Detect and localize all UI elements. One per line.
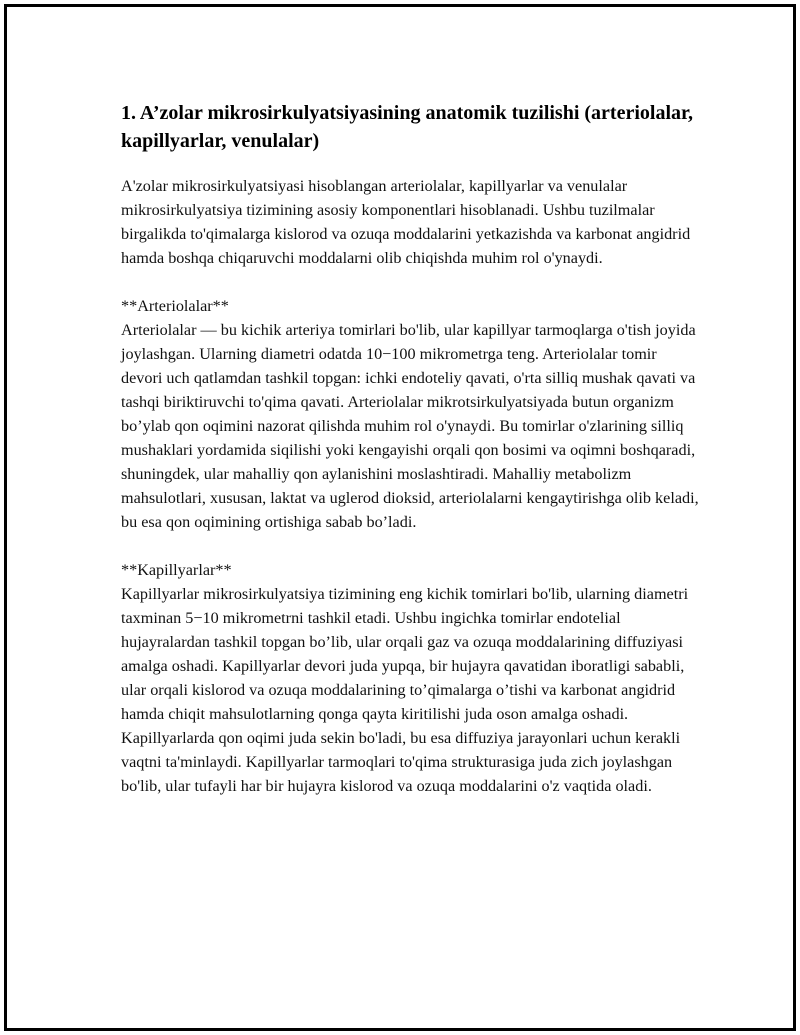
document-title: 1. A’zolar mikrosirkulyatsiyasining anatomik tuzilishi (arteriolalar, kapillyarlar, venulalar) (121, 102, 694, 152)
page-frame (4, 4, 796, 1031)
section-arteriolalar (121, 294, 701, 534)
section-heading: **Arteriolalar** (121, 297, 229, 315)
section-heading: **Kapillyarlar** (121, 561, 232, 579)
intro-paragraph: A'zolar mikrosirkulyatsiyasi hisoblangan arteriolalar, kapillyarlar va venulalar mikrosirkulyatsiya tizimining asosiy komponentlari hisoblanadi. Ushbu tuzilmalar birgalikda to'qimalarga kislorod va ozuqa moddalarini yetkazishda va karbonat angidrid hamda boshqa chiqaruvchi moddalarni olib chiqishda muhim rol o'ynaydi. (121, 177, 691, 267)
section-kapillyarlar (121, 558, 701, 798)
document-content (121, 99, 701, 822)
section-body: Arteriolalar — bu kichik arteriya tomirlari bo'lib, ular kapillyar tarmoqlarga o'tish joyida joylashgan. Ularning diametri odatda 10−100 mikrometrga teng. Arteriolalar tomir devori uch qatlamdan tashkil topgan: ichki endoteliy qavati, o'rta silliq mushak qavati va tashqi biriktiruvchi to'qima qavati. Arteriolalar mikrotsirkulyatsiyada butun organizm bo’ylab qon oqimini nazorat qilishda muhim rol o'ynaydi. Bu tomirlar o'zlarining silliq mushaklari yordamida siqilishi yoki kengayishi orqali qon bosimi va oqimni boshqaradi, shuningdek, ular mahalliy qon aylanishini moslashtiradi. Mahalliy metabolizm mahsulotlari, xususan, laktat va uglerod dioksid, arteriolalarni kengaytirishga olib keladi, bu esa qon oqimining ortishiga sabab bo’ladi. (121, 321, 699, 531)
section-body: Kapillyarlar mikrosirkulyatsiya tizimining eng kichik tomirlari bo'lib, ularning diametri taxminan 5−10 mikrometrni tashkil etadi. Ushbu ingichka tomirlar endotelial hujayralardan tashkil topgan bo’lib, ular orqali gaz va ozuqa moddalarining diffuziyasi amalga oshadi. Kapillyarlar devori juda yupqa, bir hujayra qavatidan iboratligi sababli, ular orqali kislorod va ozuqa moddalarining to’qimalarga o’tishi va karbonat angidrid hamda chiqit mahsulotlarning qonga qayta kiritilishi juda oson amalga oshadi. Kapillyarlarda qon oqimi juda sekin bo'ladi, bu esa diffuziya jarayonlari uchun kerakli vaqtni ta'minlaydi. Kapillyarlar tarmoqlari to'qima strukturasiga juda zich joylashgan bo'lib, ular tufayli har bir hujayra kislorod va ozuqa moddalarini o'z vaqtida oladi. (121, 585, 689, 795)
